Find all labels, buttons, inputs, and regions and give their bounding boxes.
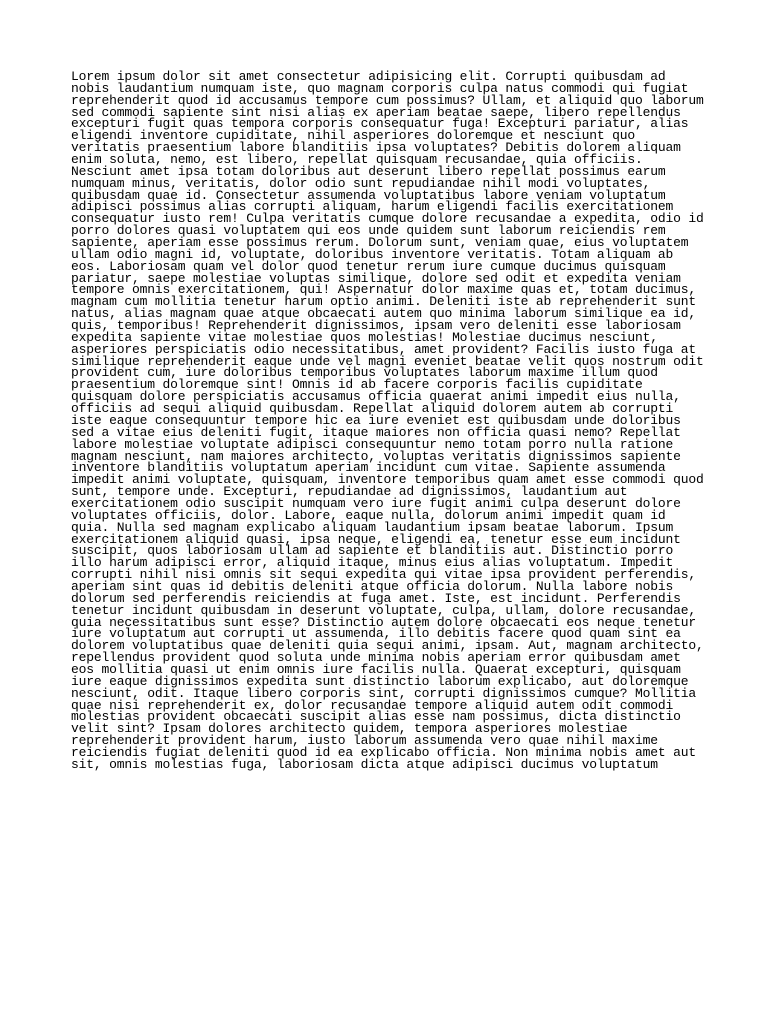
text-line: illo harum adipisci error, aliquid itaque, minus eius alias voluptatum. Impedit xyxy=(71,555,674,571)
text-line: reprehenderit provident harum, iusto laborum assumenda vero quae nihil maxime xyxy=(71,733,658,749)
text-line: sapiente, aperiam esse possimus rerum. Dolorum sunt, veniam quae, eius voluptatem xyxy=(71,235,689,251)
text-line: praesentium doloremque sint! Omnis id ab facere corporis facilis cupiditate xyxy=(71,377,643,393)
text-line: provident cum, iure doloribus temporibus voluptates laborum maxime illum quod xyxy=(71,365,658,381)
text-line: iure voluptatum aut corrupti ut assumenda, illo debitis facere quod quam sint ea xyxy=(71,626,681,642)
text-line: tempore omnis exercitationem, qui! Aspernatur dolor maxime quas et, totam ducimus, xyxy=(71,282,696,298)
text-line: repellendus provident quod soluta unde minima nobis aperiam error quibusdam amet xyxy=(71,650,681,666)
text-line: velit sint? Ipsam dolores architecto quidem, tempora asperiores molestiae xyxy=(71,721,628,737)
text-line: quibusdam quae id. Consectetur assumenda voluptatibus labore veniam voluptatum xyxy=(71,187,666,203)
body-paragraph xyxy=(71,71,711,771)
text-line: quae nisi reprehenderit ex, dolor recusandae tempore aliquid autem odit commodi xyxy=(71,697,674,713)
text-line: sit, omnis molestias fuga, laboriosam dicta atque adipisci ducimus voluptatum xyxy=(71,756,658,772)
text-line: molestias provident obcaecati suscipit alias esse nam possimus, dicta distinctio xyxy=(71,709,681,725)
text-line: similique reprehenderit eaque unde vel magni eveniet beatae velit quos nostrum odit xyxy=(71,353,704,369)
text-line: excepturi fugit quas tempora corporis consequatur fuga! Excepturi pariatur, alias xyxy=(71,116,689,132)
text-line: nobis laudantium numquam iste, quo magnam corporis culpa natus commodi qui fugiat xyxy=(71,80,689,96)
text-line: Lorem ipsum dolor sit amet consectetur adipisicing elit. Corrupti quibusdam ad xyxy=(71,69,666,84)
text-line: sed a vitae eius deleniti fugit, itaque maiores non officia quasi nemo? Repellat xyxy=(71,424,681,440)
text-line: iure eaque dignissimos expedita sunt distinctio laborum explicabo, aut doloremque xyxy=(71,673,689,689)
text-line: eligendi inventore cupiditate, nihil asperiores doloremque et nesciunt quo xyxy=(71,128,635,144)
text-line: exercitationem odio suscipit numquam vero iure fugit animi culpa deserunt dolore xyxy=(71,495,681,511)
text-line: magnam nesciunt, nam maiores architecto, voluptas veritatis dignissimos sapiente xyxy=(71,448,681,464)
text-line: sed commodi sapiente sint nisi alias ex aperiam beatae saepe, libero repellendus xyxy=(71,104,681,120)
text-line: exercitationem aliquid quasi, ipsa neque, eligendi ea, tenetur esse eum incidunt xyxy=(71,531,681,547)
text-line: inventore blanditiis voluptatum aperiam incidunt cum vitae. Sapiente assumenda xyxy=(71,460,666,476)
text-line: expedita sapiente vitae molestiae quos molestias! Molestiae ducimus nesciunt, xyxy=(71,329,658,345)
text-line: natus, alias magnam quae atque obcaecati autem quo minima laborum similique ea id, xyxy=(71,306,696,322)
text-line: dolorem voluptatibus quae deleniti quia sequi animi, ipsam. Aut, magnam architecto, xyxy=(71,638,704,654)
text-line: porro dolores quasi voluptatem qui eos unde quidem sunt laborum reiciendis rem xyxy=(71,223,666,239)
text-line: pariatur, saepe molestiae voluptas similique, dolore sed odit et expedita veniam xyxy=(71,270,681,286)
text-line: numquam minus, veritatis, dolor odio sunt repudiandae nihil modi voluptates, xyxy=(71,175,651,191)
text-line: eos. Laboriosam quam vel dolor quod tenetur rerum iure cumque ducimus quisquam xyxy=(71,258,666,274)
text-line: officiis ad sequi aliquid quibusdam. Repellat aliquid dolorem autem ab corrupti xyxy=(71,401,674,417)
text-line: quia. Nulla sed magnam explicabo aliquam laudantium ipsam beatae laborum. Ipsum xyxy=(71,519,674,535)
text-line: quia necessitatibus sunt esse? Distinctio autem dolore obcaecati eos neque tenetur xyxy=(71,614,696,630)
text-line: reprehenderit quod id accusamus tempore cum possimus? Ullam, et aliquid quo laborum xyxy=(71,92,704,108)
text-line: sunt, tempore unde. Excepturi, repudiandae ad dignissimos, laudantium aut xyxy=(71,484,628,500)
text-line: impedit animi voluptate, quisquam, inventore temporibus quam amet esse commodi quod xyxy=(71,472,704,488)
text-line: reiciendis fugiat deleniti quod id ea explicabo officia. Non minima nobis amet aut xyxy=(71,744,696,760)
text-line: tenetur incidunt quibusdam in deserunt voluptate, culpa, ullam, dolore recusandae, xyxy=(71,602,696,618)
text-line: quis, temporibus! Reprehenderit dignissimos, ipsam vero deleniti esse laboriosam xyxy=(71,318,681,334)
text-line: adipisci possimus alias corrupti aliquam, harum eligendi facilis exercitationem xyxy=(71,199,674,215)
text-line: ullam odio magni id, voluptate, doloribus inventore veritatis. Totam aliquam ab xyxy=(71,246,674,262)
text-line: iste eaque consequuntur tempore hic ea iure eveniet est quibusdam unde doloribus xyxy=(71,412,681,428)
text-line: quisquam dolore perspiciatis accusamus officia quaerat animi impedit eius nulla, xyxy=(71,389,681,405)
text-line: dolorum sed perferendis reiciendis at fuga amet. Iste, est incidunt. Perferendis xyxy=(71,590,681,606)
text-line: voluptates officiis, dolor. Labore, eaque nulla, dolorum animi impedit quam id xyxy=(71,507,666,523)
text-line: enim soluta, nemo, est libero, repellat quisquam recusandae, quia officiis. xyxy=(71,152,643,168)
text-line: aperiam sint quas id debitis deleniti atque officia dolorum. Nulla labore nobis xyxy=(71,578,674,594)
text-line: corrupti nihil nisi omnis sit sequi expedita qui vitae ipsa provident perferendis, xyxy=(71,567,696,583)
text-line: eos mollitia quasi ut enim omnis iure facilis nulla. Quaerat excepturi, quisquam xyxy=(71,661,681,677)
text-line: nesciunt, odit. Itaque libero corporis sint, corrupti dignissimos cumque? Mollitia xyxy=(71,685,696,701)
text-line: magnam cum mollitia tenetur harum optio animi. Deleniti iste ab reprehenderit sunt xyxy=(71,294,696,310)
text-line: labore molestiae voluptate adipisci consequuntur nemo totam porro nulla ratione xyxy=(71,436,674,452)
text-line: Nesciunt amet ipsa totam doloribus aut deserunt libero repellat possimus earum xyxy=(71,163,666,179)
text-line: asperiores perspiciatis odio necessitatibus, amet provident? Facilis iusto fuga at xyxy=(71,341,696,357)
text-line: suscipit, quos laboriosam ullam ad sapiente et blanditiis aut. Distinctio porro xyxy=(71,543,674,559)
text-line: veritatis praesentium labore blanditiis ipsa voluptates? Debitis dolorem aliquam xyxy=(71,140,681,156)
text-line: consequatur iusto rem! Culpa veritatis cumque dolore recusandae a expedita, odio id xyxy=(71,211,704,227)
